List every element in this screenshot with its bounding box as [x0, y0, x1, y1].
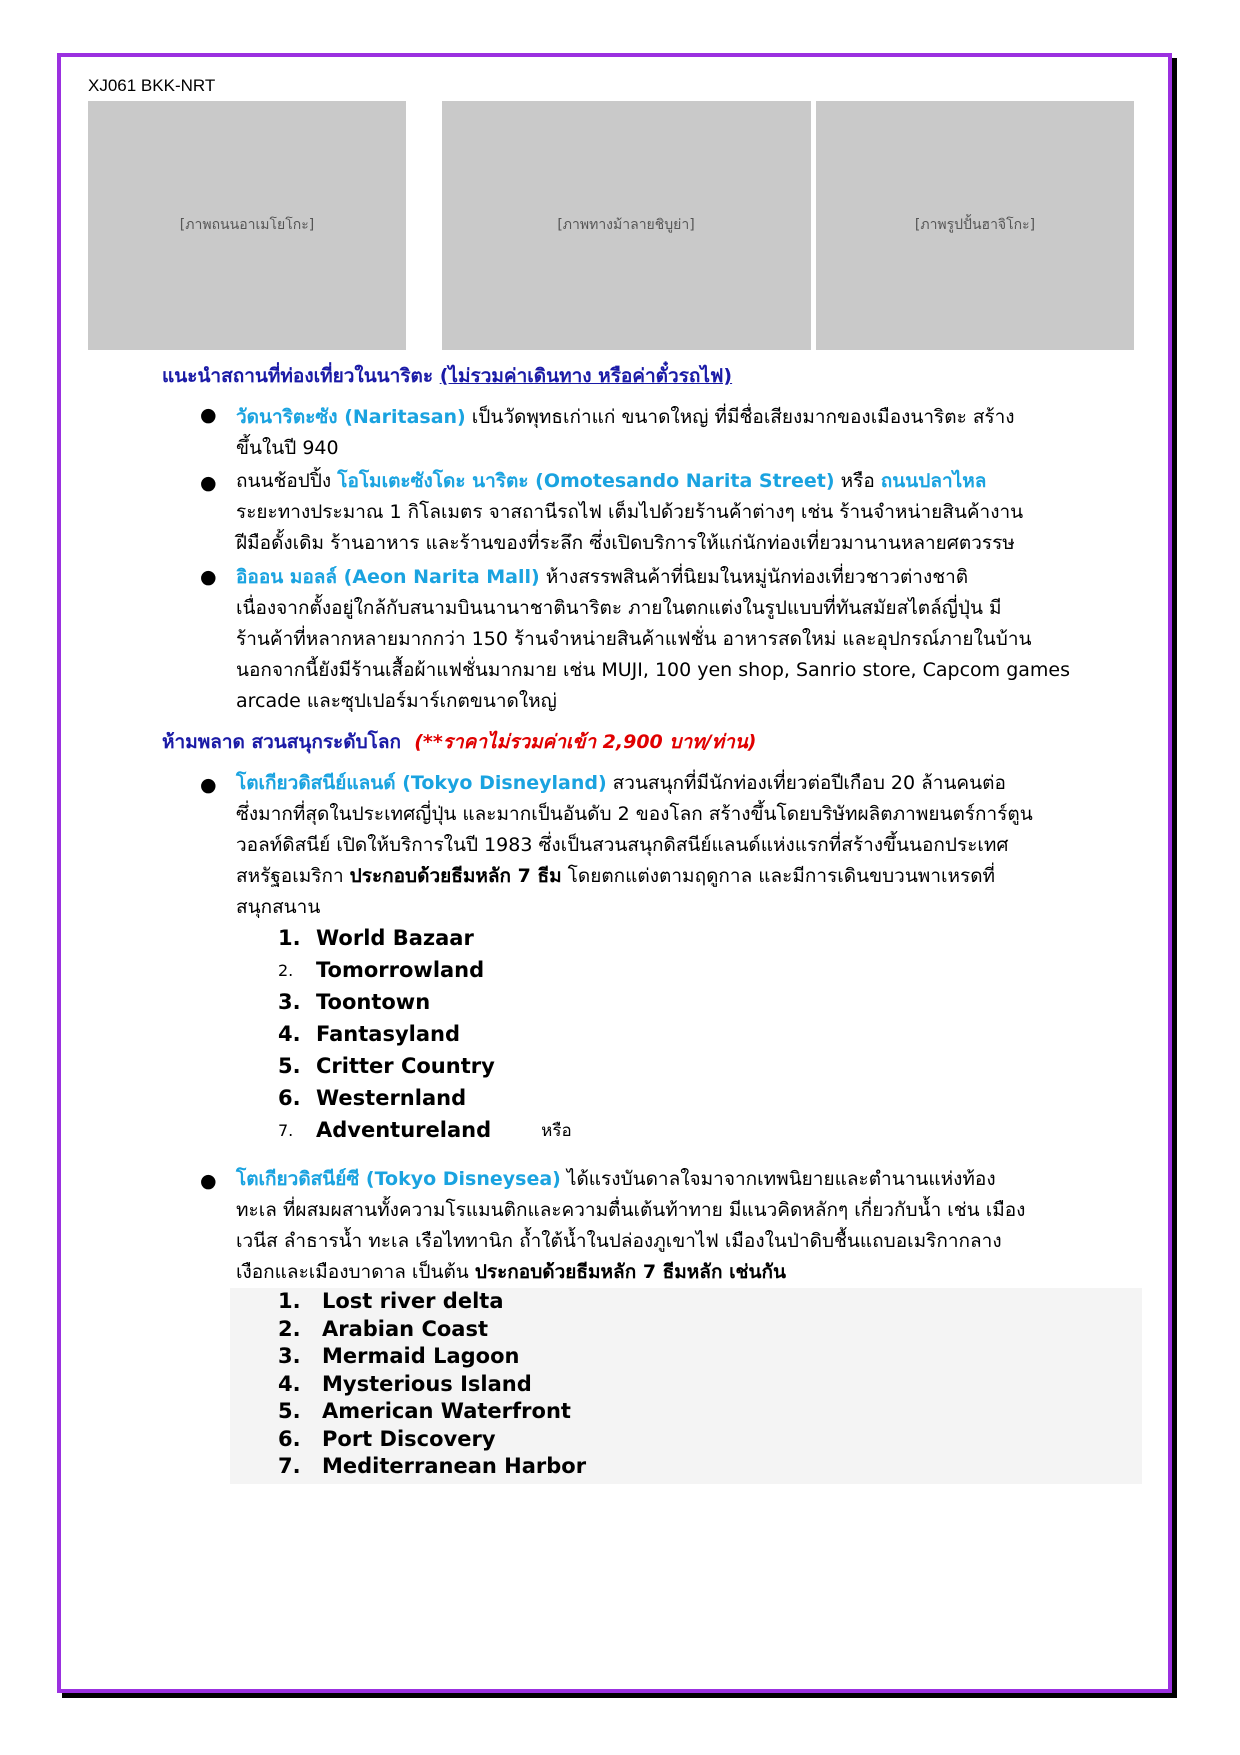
- tour-code: XJ061 BKK-NRT: [88, 76, 216, 95]
- bullet-disneysea: โตเกียวดิสนีย์ซี (Tokyo Disneysea) ได้แรงบันดาลใจมาจากเทพนิยายและตำนานแห่งท้อง ทะเล ที่ผสมผสานทั้งความโรแมนติกและความตื่นเต้นท้าทาย มีแนวคิดหลักๆ เกี่ยวกับน้ำ เช่น เมือง เวนีส ลำธารน้ำ ทะเล เรือไททานิก ถ้ำใต้น้ำในปล่องภูเขาไฟ เมืองในป่าดิบชื้นแถบอเมริกากลาง เงือกและเมืองบาดาล เป็นต้น ประกอบด้วยธีมหลัก 7 ธีมหลัก เช่นกัน: [236, 1168, 1026, 1283]
- section-note-price: (**ราคาไม่รวมค่าเข้า 2,900 บาท/ท่าน): [414, 731, 757, 753]
- list-item: 1. World Bazaar: [278, 926, 474, 950]
- list-item: 1. Lost river delta: [278, 1289, 504, 1313]
- section-title-themeparks: ห้ามพลาด สวนสนุกระดับโลก (**ราคาไม่รวมค่าเข้า 2,900 บาท/ท่าน): [162, 731, 757, 753]
- bullet-dot: ●: [200, 472, 217, 494]
- bullet-aeon: อิออน มอลล์ (Aeon Narita Mall) ห้างสรรพสินค้าที่นิยมในหมู่นักท่องเที่ยวชาวต่างชาติ เนื่องจากตั้งอยู่ใกล้กับสนามบินนานาชาตินาริตะ ภายในตกแต่งในรูปแบบที่ทันสมัยสไตล์ญี่ปุ่น มี ร้านค้าที่หลากหลายมากกว่า 150 ร้านจำหน่ายสินค้าแฟชั่น อาหารสดใหม่ และอุปกรณ์ภายในบ้าน นอกจากนี้ยังมีร้านเสื้อผ้าแฟชั่นมากมาย เช่น MUJI, 100 yen shop, Sanrio store, Capcom games arcade และซุปเปอร์มาร์เกตขนาดใหญ่: [236, 566, 1070, 712]
- bullet-dot: ●: [200, 566, 217, 588]
- list-item: 7. Mediterranean Harbor: [278, 1454, 587, 1478]
- bullet-dot: ●: [200, 774, 217, 796]
- list-item: 6. Westernland: [278, 1086, 467, 1110]
- list-item: 3. Toontown: [278, 990, 431, 1014]
- section-title-narita: แนะนำสถานที่ท่องเที่ยวในนาริตะ (ไม่รวมค่าเดินทาง หรือค่าตั๋วรถไฟ): [162, 365, 733, 387]
- list-item: 5. Critter Country: [278, 1054, 495, 1078]
- list-item: 3. Mermaid Lagoon: [278, 1344, 520, 1368]
- bullet-disneyland: โตเกียวดิสนีย์แลนด์ (Tokyo Disneyland) สวนสนุกที่มีนักท่องเที่ยวต่อปีเกือบ 20 ล้านคนต่อ ซึ่งมากที่สุดในประเทศญี่ปุ่น และมากเป็นอันดับ 2 ของโลก สร้างขึ้นโดยบริษัทผลิตภาพยนตร์การ์ตูน วอลท์ดิสนีย์ เปิดให้บริการในปี 1983 ซึ่งเป็นสวนสนุกดิสนีย์แลนด์แห่งแรกที่สร้างขึ้นนอกประเทศ สหรัฐอเมริกา ประกอบด้วยธีมหลัก 7 ธีม โดยตกแต่งตามฤดูกาล และมีการเดินขบวนพาเหรดที่ สนุกสนาน: [236, 772, 1033, 918]
- photo-shibuya-label: [ภาพทางม้าลายชิบูย่า]: [557, 217, 695, 233]
- list-item: 2. Arabian Coast: [278, 1316, 488, 1341]
- disneysea-theme-list: [230, 1288, 1142, 1484]
- bullet-dot: ●: [200, 404, 217, 426]
- photo-shibuya-crossing: [442, 101, 811, 350]
- photo-ameyoko: [88, 101, 406, 350]
- photo-hachiko-label: [ภาพรูปปั้นฮาจิโกะ]: [914, 217, 1036, 233]
- photo-ameyoko-label: [ภาพถนนอาเมโยโกะ]: [179, 217, 315, 233]
- list-item: 5. American Waterfront: [278, 1399, 571, 1423]
- bullet-dot: ●: [200, 1170, 217, 1192]
- list-item: 6. Port Discovery: [278, 1426, 496, 1451]
- section-note-narita: (ไม่รวมค่าเดินทาง หรือค่าตั๋วรถไฟ): [439, 365, 733, 387]
- photo-hachiko: [816, 101, 1134, 350]
- bullet-naritasan: วัดนาริตะซัง (Naritasan) เป็นวัดพุทธเก่าแก่ ขนาดใหญ่ ที่มีชื่อเสียงมากของเมืองนาริตะ สร้าง ขึ้นในปี 940: [236, 406, 1015, 459]
- list-item: 4. Mysterious Island: [278, 1371, 532, 1396]
- list-item: 7. Adventureland หรือ: [278, 1118, 572, 1142]
- list-item: 2. Tomorrowland: [278, 958, 485, 982]
- or-label: หรือ: [541, 1120, 572, 1141]
- disneyland-theme-list: [278, 922, 572, 1146]
- bullet-omotesando: ถนนช้อปปิ้ง โอโมเตะซังโดะ นาริตะ (Omotesando Narita Street) หรือ ถนนปลาไหล ระยะทางประมาณ 1 กิโลเมตร จาสถานีรถไฟ เต็มไปด้วยร้านค้าต่างๆ เช่น ร้านจำหน่ายสินค้างาน ฝีมือดั้งเดิม ร้านอาหาร และร้านของที่ระลึก ซึ่งเปิดบริการให้แก่นักท่องเที่ยวมานานหลายศตวรรษ: [236, 470, 1024, 554]
- list-item: 4. Fantasyland: [278, 1022, 460, 1046]
